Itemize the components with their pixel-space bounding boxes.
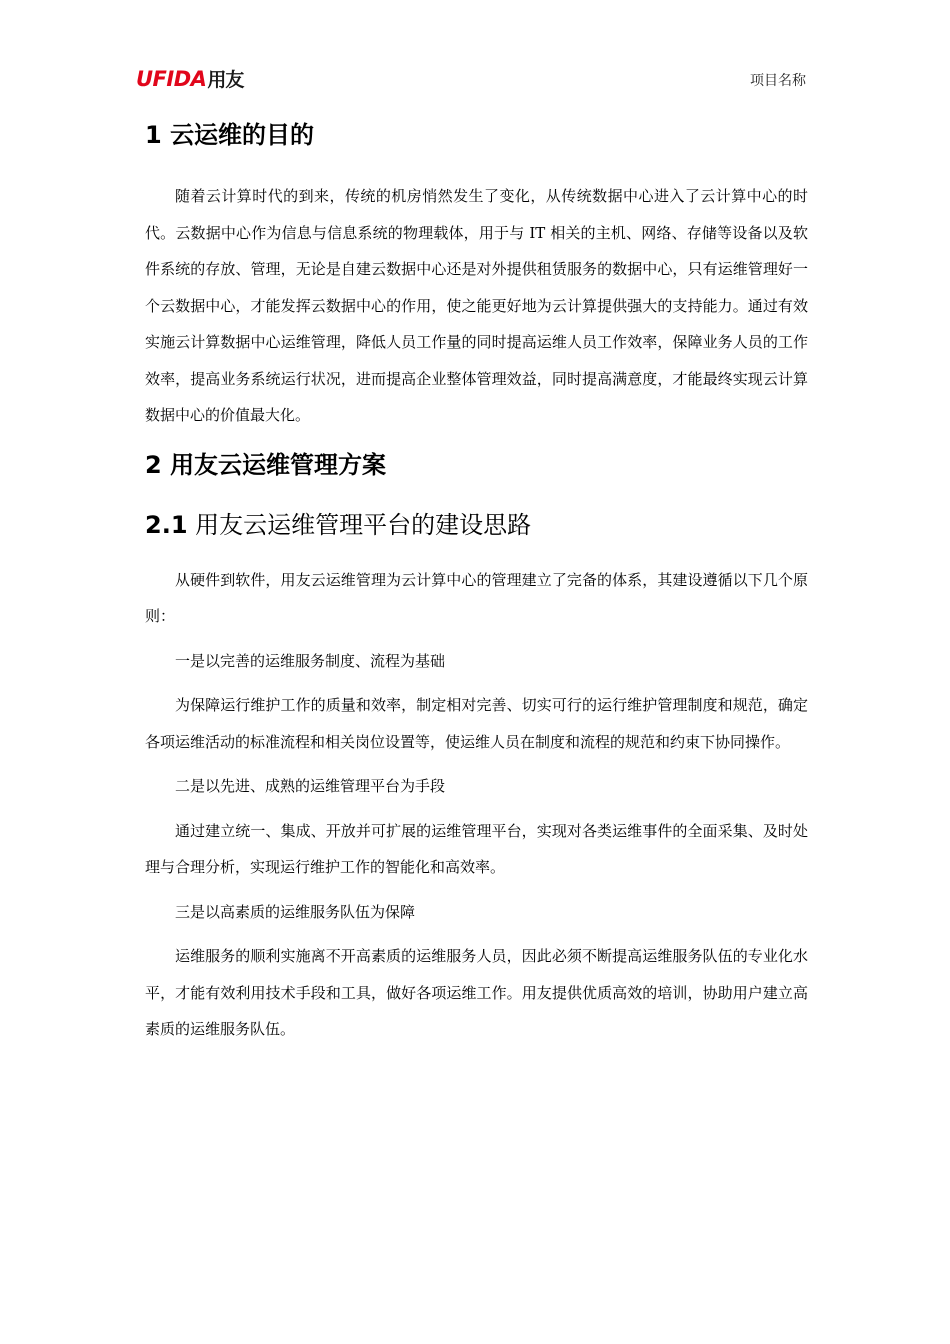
section-1-heading [145, 118, 808, 152]
section-1-title: 云运维的目的 [170, 121, 315, 149]
section-2-1-title: 用友云运维管理平台的建设思路 [195, 510, 532, 539]
section-2-1-heading [145, 508, 808, 542]
principle-2-body: 通过建立统一、集成、开放并可扩展的运维管理平台，实现对各类运维事件的全面采集、及时处理与合理分析，实现运行维护工作的智能化和高效率。 [145, 821, 808, 876]
logo-latin-text: UFIDA [136, 66, 207, 91]
section-2-number: 2 [145, 450, 162, 479]
principle-3-title: 三是以高素质的运维服务队伍为保障 [175, 902, 416, 921]
principle-1-body: 为保障运行维护工作的质量和效率，制定相对完善、切实可行的运行维护管理制度和规范，确定各项运维活动的标准流程和相关岗位设置等，使运维人员在制度和流程的规范和约束下协同操作。 [145, 696, 808, 751]
logo-cjk-text: 用友 [207, 69, 244, 91]
section-1-paragraph: 随着云计算时代的到来，传统的机房悄然发生了变化，从传统数据中心进入了云计算中心的时代。云数据中心作为信息与信息系统的物理载体，用于与 IT 相关的主机、网络、存储等设备以及软件系统的存放、管理，无论是自建云数据中心还是对外提供租赁服务的数据中心，只有运维管理好一个云数据中心，才能发挥云数据中心的作用，使之能更好地为云计算提供强大的支持能力。通过有效实施云计算数据中心运维管理，降低人员工作量的同时提高运维人员工作效率，保障业务人员的工作效率，提高业务系统运行状况，进而提高企业整体管理效益，同时提高满意度，才能最终实现云计算数据中心的价值最大化。 [145, 187, 808, 424]
document-body [145, 110, 808, 1048]
section-2-1-number: 2.1 [145, 510, 188, 539]
section-2-heading [145, 448, 808, 482]
principle-1-title: 一是以完善的运维服务制度、流程为基础 [175, 651, 446, 670]
principle-3-body: 运维服务的顺利实施离不开高素质的运维服务人员，因此必须不断提高运维服务队伍的专业化水平，才能有效利用技术手段和工具，做好各项运维工作。用友提供优质高效的培训，协助用户建立高素质的运维服务队伍。 [145, 947, 808, 1038]
section-2-1-intro: 从硬件到软件，用友云运维管理为云计算中心的管理建立了完备的体系，其建设遵循以下几个原则： [145, 570, 808, 625]
section-1-number: 1 [145, 121, 162, 149]
ufida-logo [136, 65, 243, 92]
principle-2-title: 二是以先进、成熟的运维管理平台为手段 [175, 777, 446, 795]
project-name: 项目名称 [750, 73, 806, 89]
section-2-title: 用友云运维管理方案 [170, 450, 387, 479]
page-header [136, 62, 806, 92]
